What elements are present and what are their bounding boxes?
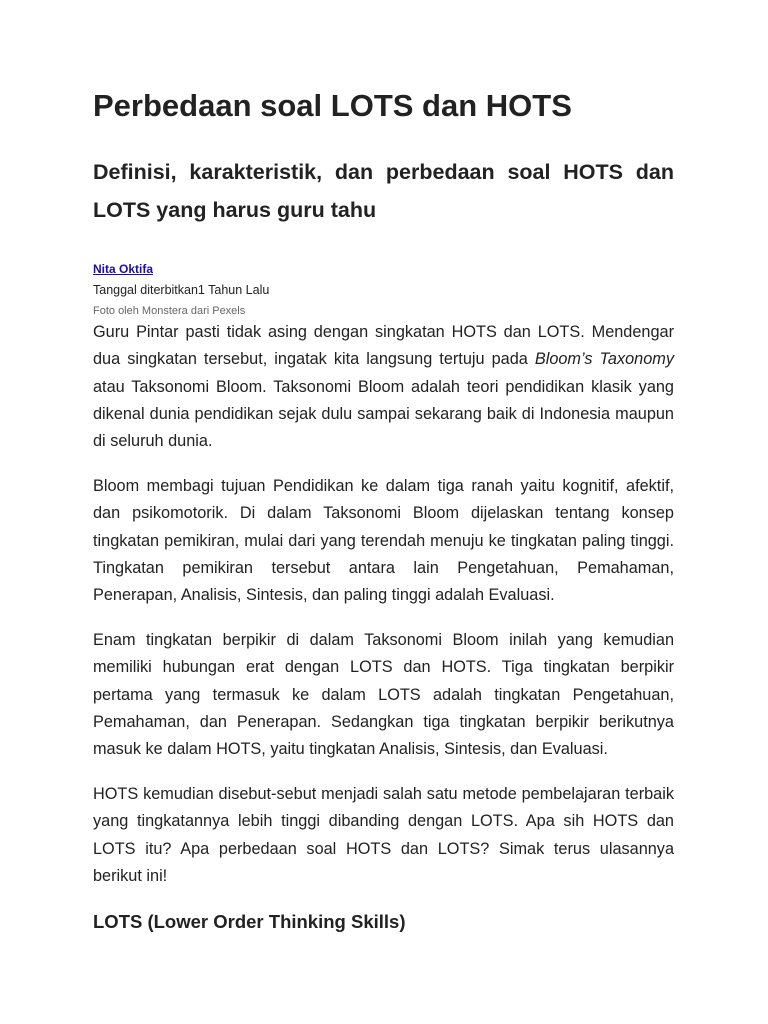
article-title: Perbedaan soal LOTS dan HOTS: [93, 88, 572, 123]
section-heading: LOTS (Lower Order Thinking Skills): [93, 911, 406, 932]
body-paragraph-2: Bloom membagi tujuan Pendidikan ke dalam tiga ranah yaitu kognitif, afektif, dan psikomotorik. Di dalam Taksonomi Bloom dijelaskan tentang konsep tingkatan pemikiran, mulai dari yang terendah menuju ke tingkatan paling tinggi. Tingkatan pemikiran tersebut antara lain Pengetahuan, Pemahaman, Penerapan, Analisis, Sintesis, dan paling tinggi adalah Evaluasi.: [93, 477, 674, 605]
publish-date: Tanggal diterbitkan1 Tahun Lalu: [93, 283, 270, 297]
article-subtitle: Definisi, karakteristik, dan perbedaan soal HOTS dan LOTS yang harus guru tahu: [93, 160, 674, 222]
paragraph-text: Guru Pintar pasti tidak asing dengan singkatan HOTS dan LOTS. Mendengar dua singkatan tersebut, ingatak kita langsung tertuju pada: [93, 323, 674, 369]
body-paragraph-3: Enam tingkatan berpikir di dalam Taksonomi Bloom inilah yang kemudian memiliki hubungan erat dengan LOTS dan HOTS. Tiga tingkatan berpikir pertama yang termasuk ke dalam LOTS adalah tingkatan Pengetahuan, Pemahaman, dan Penerapan. Sedangkan tiga tingkatan berpikir berikutnya masuk ke dalam HOTS, yaitu tingkatan Analisis, Sintesis, dan Evaluasi.: [93, 631, 674, 759]
emphasis-text: Bloom’s Taxonomy: [534, 350, 674, 369]
paragraph-text: atau Taksonomi Bloom. Taksonomi Bloom adalah teori pendidikan klasik yang dikenal dunia pendidikan sejak dulu sampai sekarang baik di Indonesia maupun di seluruh dunia.: [93, 377, 674, 451]
author-link[interactable]: Nita Oktifa: [93, 262, 154, 276]
body-paragraph-1: [93, 319, 674, 455]
body-paragraph-4: HOTS kemudian disebut-sebut menjadi salah satu metode pembelajaran terbaik yang tingkatannya lebih tinggi dibanding dengan LOTS. Apa sih HOTS dan LOTS itu? Apa perbedaan soal HOTS dan LOTS? Simak terus ulasannya berikut ini!: [93, 785, 674, 885]
photo-credit: Foto oleh Monstera dari Pexels: [93, 305, 246, 317]
